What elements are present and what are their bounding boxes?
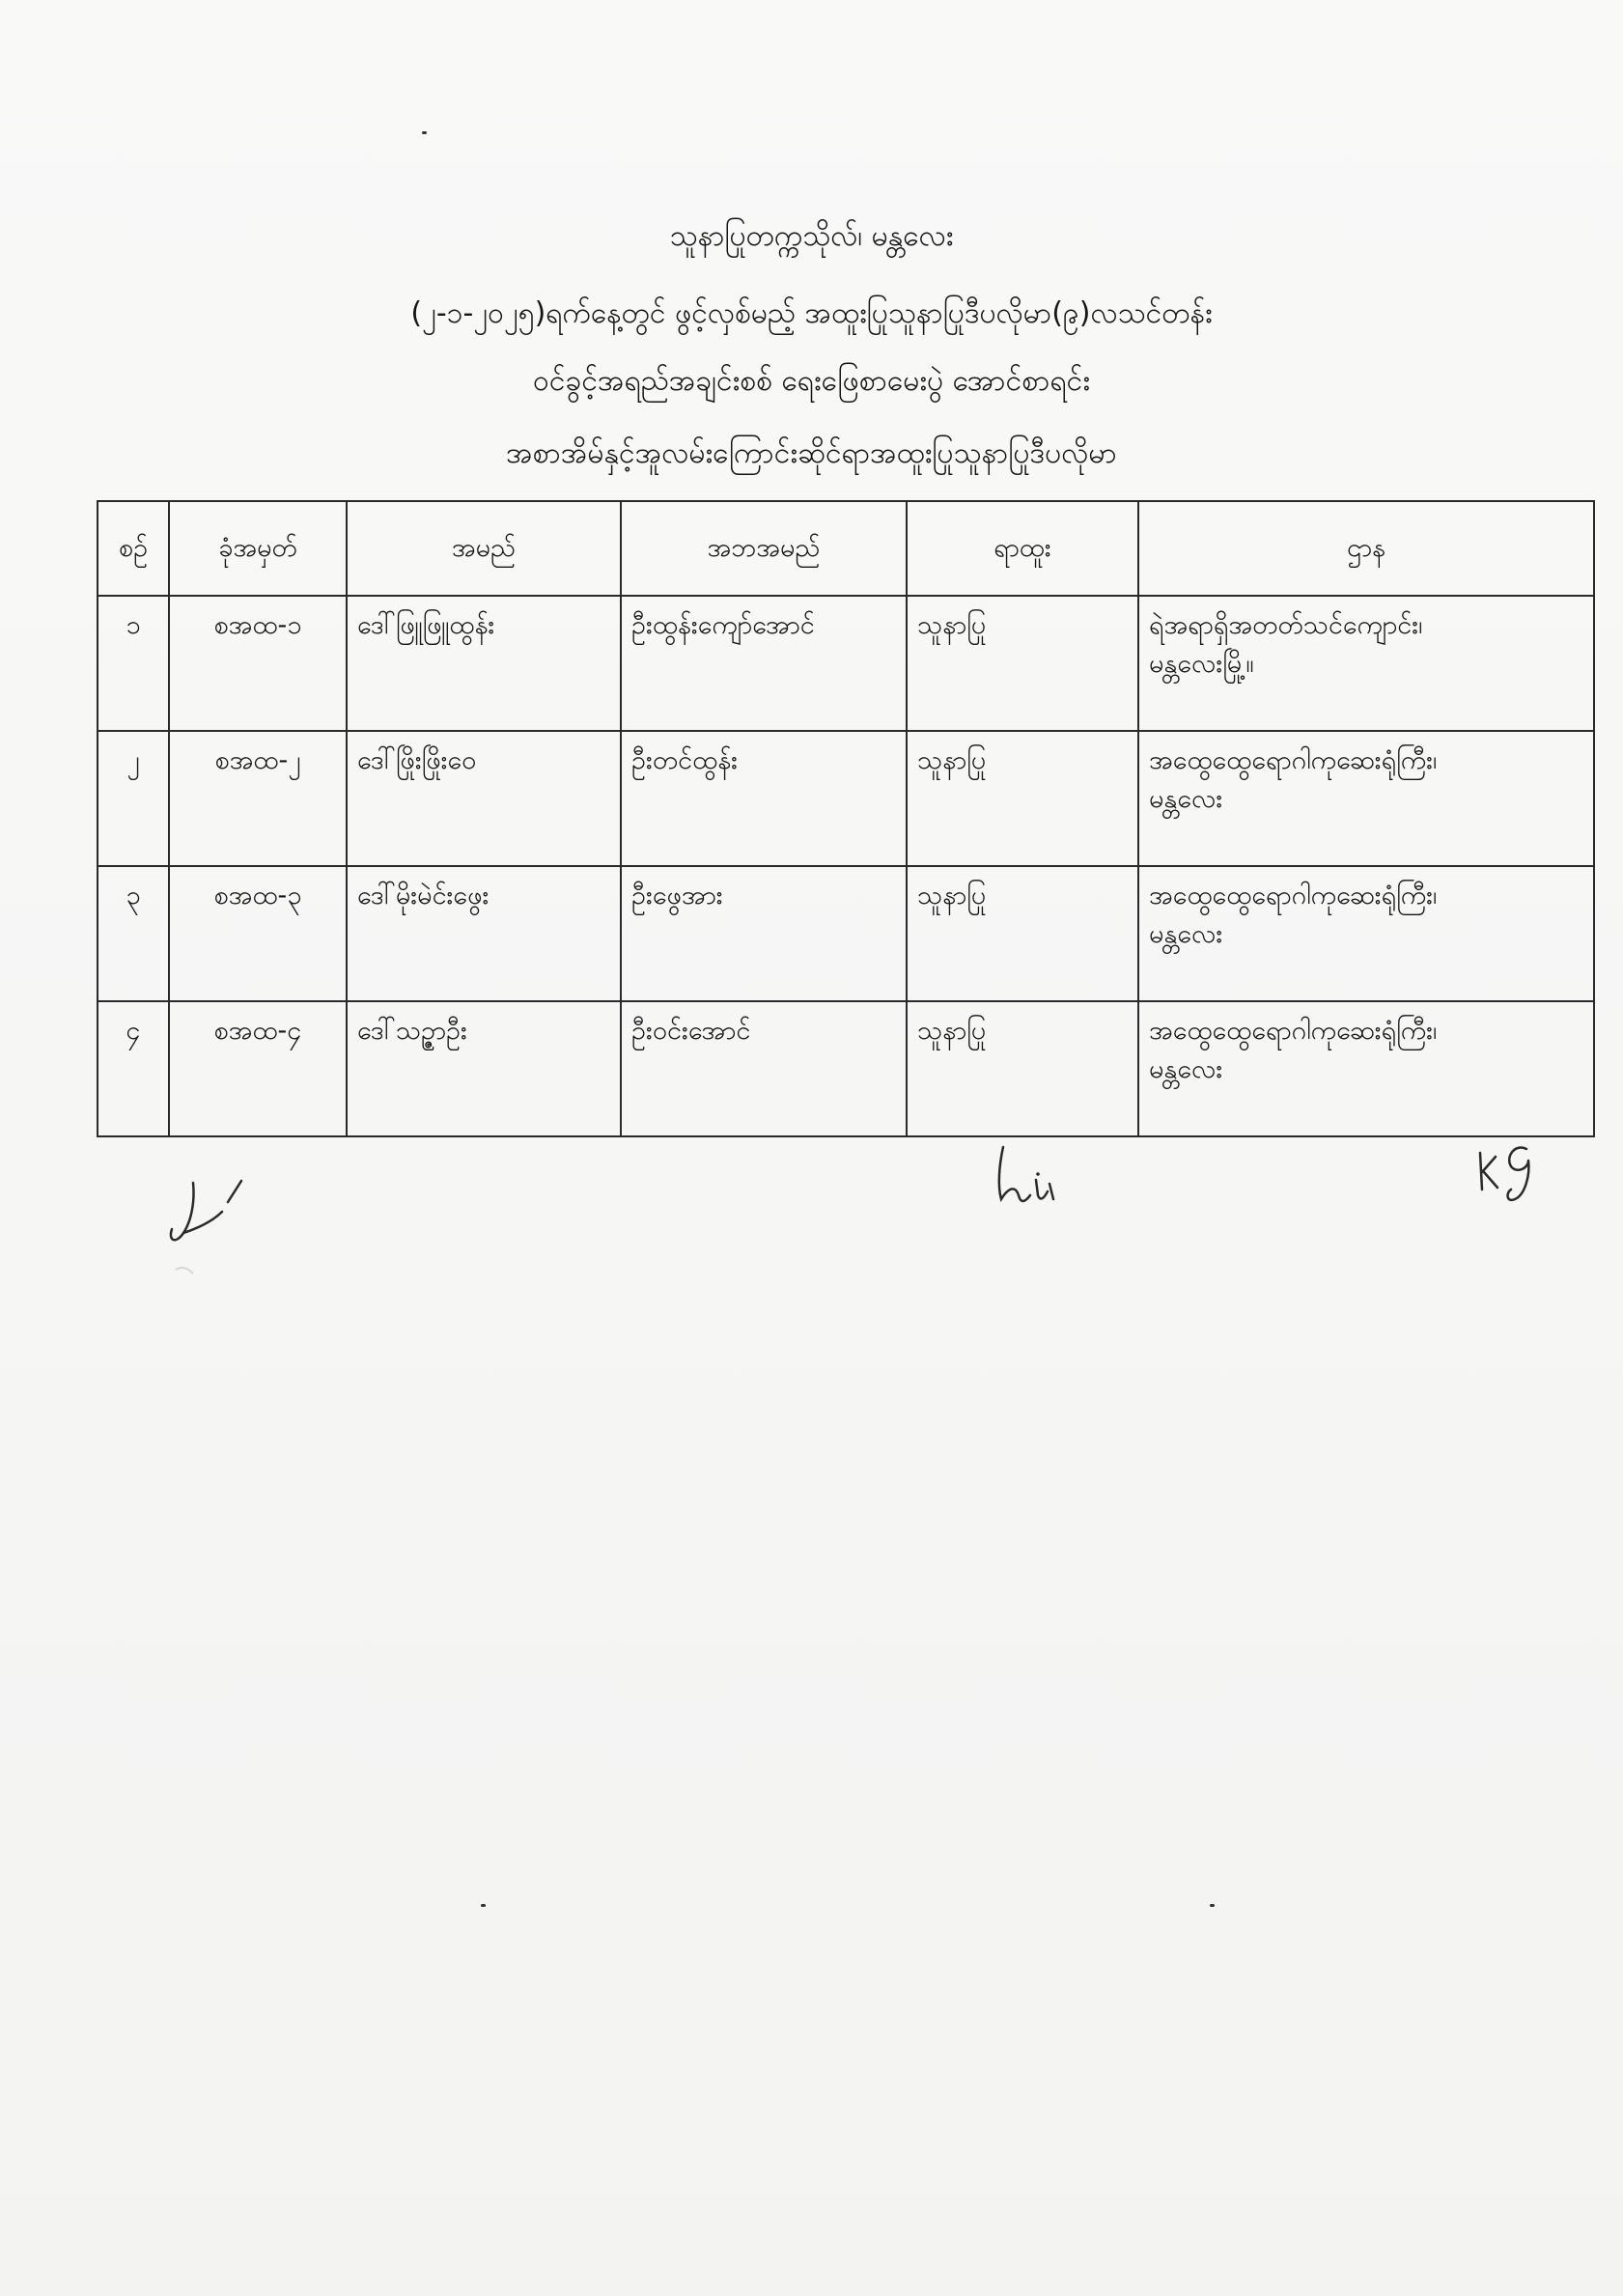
document-title-university: သူနာပြုတက္ကသိုလ်၊ မန္တလေး: [669, 219, 954, 253]
cell-roll-number: စအထ-၄: [169, 1001, 347, 1136]
cell-rank: သူနာပြု: [907, 866, 1138, 1001]
cell-father-name: ဦးဖွေအား: [621, 866, 907, 1001]
scan-speck: [422, 131, 427, 134]
cell-serial: ၃: [98, 866, 169, 1001]
table-row: [98, 1001, 1594, 1136]
document-subtitle-specialty: အစာအိမ်နှင့်အူလမ်းကြောင်းဆိုင်ရာအထူးပြုသူနာပြုဒီပလိုမာ: [506, 436, 1117, 470]
signature-middle: [990, 1141, 1077, 1218]
column-header-rank: ရာထူး: [907, 501, 1138, 596]
cell-name: ဒေါ်ဖြူဖြူထွန်း: [347, 596, 621, 731]
cell-name: ဒေါ်သဥ္ဇာဦး: [347, 1001, 621, 1136]
cell-department: [1138, 731, 1594, 866]
scan-speck: [481, 1904, 486, 1907]
cell-serial: ၁: [98, 596, 169, 731]
cell-roll-number: စအထ-၃: [169, 866, 347, 1001]
cell-father-name: ဦးထွန်းကျော်အောင်: [621, 596, 907, 731]
table-row: [98, 596, 1594, 731]
column-header-name: အမည်: [347, 501, 621, 596]
table-header-row: [98, 501, 1594, 596]
cell-roll-number: စအထ-၁: [169, 596, 347, 731]
cell-serial: ၄: [98, 1001, 169, 1136]
cell-department: [1138, 866, 1594, 1001]
column-header-father-name: အဘအမည်: [621, 501, 907, 596]
department-line: အထွေထွေရောဂါကုဆေးရုံကြီး၊: [1149, 745, 1438, 775]
department-line: အထွေထွေရောဂါကုဆေးရုံကြီး၊: [1149, 881, 1438, 910]
cell-name: ဒေါ်မိုးမဲင်းဖွေး: [347, 866, 621, 1001]
signature-left: [154, 1173, 251, 1289]
cell-department: [1138, 1001, 1594, 1136]
signature-right: [1472, 1139, 1550, 1212]
department-line: မန္တလေး: [1149, 1054, 1223, 1084]
cell-rank: သူနာပြု: [907, 596, 1138, 731]
department-line: ရဲအရာရှိအတတ်သင်ကျောင်း၊: [1149, 610, 1423, 640]
results-table: [97, 500, 1595, 1137]
cell-department: [1138, 596, 1594, 731]
cell-serial: ၂: [98, 731, 169, 866]
cell-roll-number: စအထ-၂: [169, 731, 347, 866]
cell-father-name: ဦးဝင်းအောင်: [621, 1001, 907, 1136]
column-header-roll-number: ခုံအမှတ်: [169, 501, 347, 596]
document-title-course: (၂-၁-၂၀၂၅)ရက်နေ့တွင် ဖွင့်လှစ်မည့် အထူးပြုသူနာပြုဒီပလိုမာ(၉)လသင်တန်း: [410, 296, 1213, 330]
cell-rank: သူနာပြု: [907, 1001, 1138, 1136]
cell-name: ဒေါ်ဖြိုးဖြိုးဝေ: [347, 731, 621, 866]
table-row: [98, 731, 1594, 866]
department-line: မန္တလေး: [1149, 919, 1223, 949]
department-line: မန္တလေး: [1149, 784, 1223, 814]
department-line: အထွေထွေရောဂါကုဆေးရုံကြီး၊: [1149, 1016, 1438, 1046]
department-line: မန္တလေးမြို့။: [1149, 649, 1254, 679]
scan-speck: [1210, 1904, 1215, 1907]
cell-father-name: ဦးတင်ထွန်း: [621, 731, 907, 866]
cell-rank: သူနာပြု: [907, 731, 1138, 866]
table-row: [98, 866, 1594, 1001]
column-header-department: ဌာန: [1138, 501, 1594, 596]
document-title-result: ဝင်ခွင့်အရည်အချင်းစစ် ရေးဖြေစာမေးပွဲ အောင်စာရင်း: [533, 364, 1090, 398]
column-header-serial: စဉ်: [98, 501, 169, 596]
